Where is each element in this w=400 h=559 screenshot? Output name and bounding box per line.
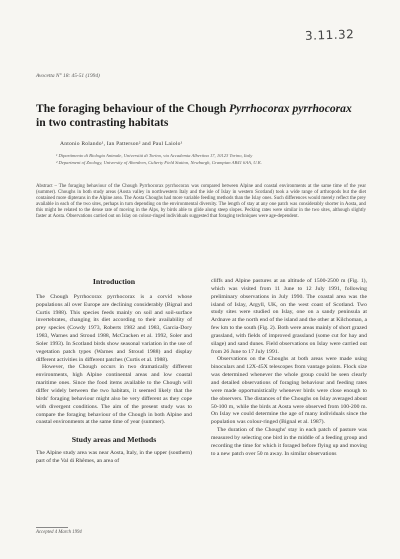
title-text-continued: in two contrasting habitats	[36, 116, 169, 129]
article-title	[36, 102, 366, 130]
accepted-date: Accepted 4 March 1994	[36, 530, 82, 535]
right-column	[211, 278, 367, 458]
affiliation-2: ² Department of Zoology, University of Aberdeen, Culterty Field Station, Newburgh, Grampian AB41 6AA, U.K.	[56, 160, 262, 165]
methods-paragraph-3: The duration of the Choughs' stay in each patch of pasture was measured by selecting one bird in the middle of a feeding group and recording the time for which it foraged before flying up and moving to a new patch over 50 m away. In similar observations	[211, 427, 367, 457]
methods-paragraph-1: The Alpine study area was near Aosta, Italy, in the upper (southern) part of the Val di Rhêmes, an area of	[36, 450, 192, 464]
methods-heading: Study areas and Methods	[71, 435, 157, 445]
left-column	[36, 278, 192, 466]
footnote-rule	[36, 527, 68, 528]
intro-paragraph-2: However, the Chough occurs in two dramatically different environments, high Alpine continental areas and low coastal maritime ones. Since the food items available to the Chough will differ widely between the two habitats, it seemed likely that the birds' foraging behaviour might also be very different as they cope with divergent conditions. The aim of the present study was to compare the foraging behaviour of the Chough in both Alpine and coastal environments at the same time of year (summer).	[36, 364, 192, 426]
abstract: Abstract – The foraging behaviour of the Chough Pyrrhocorax pyrrhocorax was compared between Alpine and coastal environments at the same time of the year (summer). Choughs in both study areas (Aosta valley in northwestern Italy and the isle of Islay in western Scotland) took a wide range of arthropods but the diet contained more dipterans in the Alpine area. The Aosta Choughs had more variable feeding methods than the Islay ones. Such differences would merely reflect the prey available in each of the two sites, perhaps in turn depending on the environmental diversity. The length of stay at any one patch was considerably shorter in Aosta, and this might be related to the dense rate of moving in the Alps, by birds able to glide along steep slopes. Pecking rates were similar in the two sites, although slightly faster at Aosta. Observations carried out on Islay on colour-ringed individuals suggested that foraging techniques were age-dependent.	[36, 184, 366, 220]
intro-paragraph-1: The Chough Pyrrhocorax pyrrhocorax is a corvid whose populations all over Europe are declining considerably (Bignal and Curtis 1988). This species feeds mainly on soil and soil-surface invertebrates, changing its diet according to their availability of prey species (Cowdy 1973, Roberts 1982 and 1983, Garcia-Dory 1983, Warnes and Stroud 1988, McCracken et al. 1992, Soler and Soler 1993). In Scotland birds show seasonal variation in the use of vegetation patch types (Warnes and Stroud 1988) and display different activities in different patches (Curtis et al. 1988).	[36, 293, 192, 363]
introduction-heading: Introduction	[92, 277, 136, 286]
title-species-name: Pyrrhocorax pyrrhocorax	[229, 102, 352, 115]
methods-paragraph-continued: cliffs and Alpine pastures at an altitude of 1500-2500 m (Fig. 1), which was visited from 11 June to 12 July 1991, following preliminary observations in July 1990. The coastal area was the island of Islay, Argyll, UK, on the west coast of Scotland. Two study sites were studied on Islay, one on a sandy peninsula at Ardnave at the north end of the island and the other at Kilchoman, a few km to the south (Fig. 2). Both were areas mainly of short grazed grassland, with fields of improved grassland (some cut for hay and silage) and sand dunes. Field observations on Islay were carried out from 26 June to 17 July 1991.	[211, 278, 367, 355]
author-list: Antonio Rolando¹, Ian Patterson² and Paul Laiolo¹	[60, 141, 183, 147]
journal-reference: Avocetta N° 18: 45-51 (1994)	[36, 73, 100, 79]
methods-paragraph-2: Observations on the Choughs at both areas were made using binoculars and 12X-45X telescopes from vantage points. Flock size was determined whenever the whole group could be seen clearly and detailed observations of foraging behaviour and feeding rates were made opportunistically whenever birds were close enough to the observers. The distances of the Choughs on Islay averaged about 50-100 m, while the birds at Aosta were observed from 100-200 m. On Islay we could determine the age of many individuals since the population was colour-ringed (Bignal et al. 1987).	[211, 356, 367, 426]
affiliation-1: ¹ Dipartimento di Biologia Animale, Università di Torino, via Accademia Albertina 17, 10123 Torino, Italy	[56, 153, 253, 158]
handwritten-catalog-number: 3.11.32	[304, 27, 355, 43]
title-text: The foraging behaviour of the Chough	[36, 102, 230, 115]
